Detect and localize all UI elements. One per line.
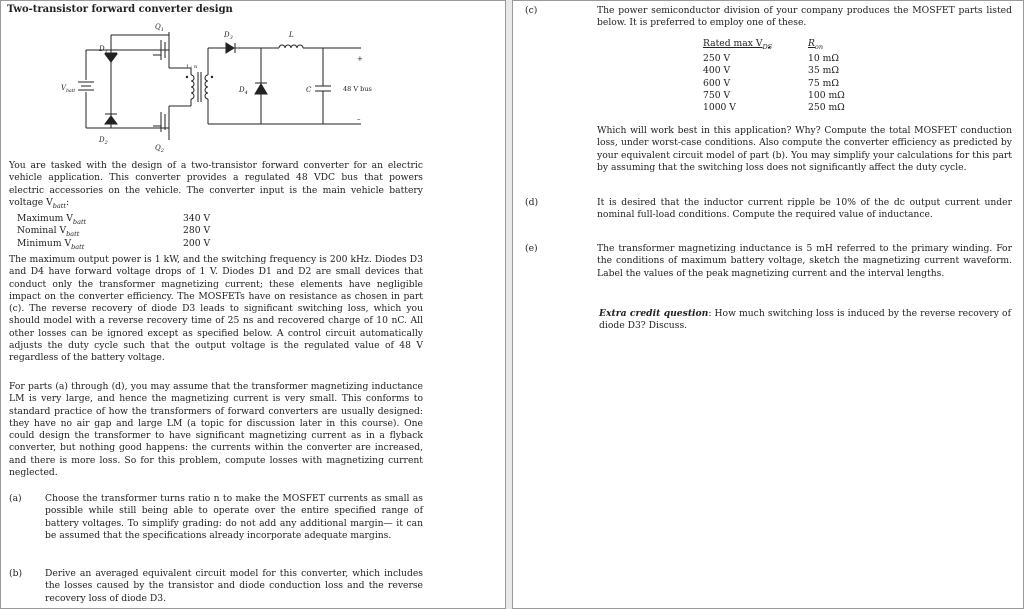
label-d3: $D_3$ [224,31,233,41]
table-row: 1000 V 250 mΩ [703,102,845,114]
part-d-label: (d) [525,197,539,208]
document-title: Two-transistor forward converter design [7,4,233,15]
label-d4: $D_4$ [239,86,248,96]
label-bus: 48 V bus [343,85,372,93]
table-row: Maximum $V_{batt}$ 340 V [17,213,211,226]
part-a-text: Choose the transformer turns ratio n to make the MOSFET currents as small as possible while still being able to operate over the entire specified range of battery voltages. To simplify grading: do not add any additional margin— it can be assumed that the specifications already incorporate adequate margins. [45,493,423,541]
part-d-text: It is desired that the inductor current ripple be 10% of the dc output current under nominal full-load conditions. Compute the required value of inductance. [597,197,1012,221]
part-d [525,197,1012,222]
label-capacitor: C [306,86,312,94]
part-a-label: (a) [9,493,22,504]
label-plus: + [357,55,363,63]
part-e-label: (e) [525,243,538,254]
label-q2: $Q_2$ [155,144,164,154]
label-vbatt: $V_{batt}$ [61,84,76,94]
intro-paragraph: You are tasked with the design of a two-transistor forward converter for an electric vehicle application. This converter provides a regulated 48 VDC bus that powers electric accessories on the vehicle. The converter input is the main vehicle battery voltage $V_{batt}$: [9,160,423,210]
table-row: 750 V 100 mΩ [703,90,845,102]
part-b-label: (b) [9,568,23,579]
extra-credit-question [599,308,1011,333]
table-row: 250 V 10 mΩ [703,53,839,65]
forward-converter-schematic [61,20,391,155]
label-q1: $Q_1$ [155,23,164,33]
part-b-text: Derive an averaged equivalent circuit model for this converter, which includes the losses caused by the transistor and diode conduction loss and the reverse recovery loss of diode D3. [45,568,423,604]
part-c [525,5,1012,30]
specifications-paragraph: The maximum output power is 1 kW, and the switching frequency is 200 kHz. Diodes D3 and D4 have forward voltage drops of 1 V. Diodes D1 and D2 are small devices that conduct only the transformer magnetizing current; these elements have negligible impact on the converter efficiency. The MOSFETs have on resistance as chosen in part (c). The reverse recovery of diode D3 leads to significant switching loss, which you should model with a reverse recovery time of 25 ns and recovered charge of 10 nC. All other losses can be ignored except as specified below. A control circuit automatically adjusts the duty cycle such that the output voltage is the regulated value of 48 V regardless of the battery voltage. [9,254,423,364]
label-d2: $D_2$ [99,136,108,146]
table-header: Rated $\max V_{DS}$ $R_{on}$ [703,38,824,51]
part-c-text: The power semiconductor division of your company produces the MOSFET parts listed below. It is preferred to employ one of these. [597,5,1012,29]
label-d1: $D_1$ [99,45,108,55]
left-page [0,0,506,609]
part-c-label: (c) [525,5,538,16]
extra-credit-text: : How much switching loss is induced by the reverse recovery of diode D3? Discuss. [599,308,1011,332]
table-row: Nominal $V_{batt}$ 280 V [17,225,211,239]
battery-voltage-table [17,213,210,250]
table-row: Minimum $V_{batt}$ 200 V [17,237,211,251]
label-inductor: L [289,31,294,39]
mosfet-table [703,38,868,115]
right-page [512,0,1024,609]
table-row: 600 V 75 mΩ [703,77,839,89]
label-minus: – [357,115,361,123]
part-e-text: The transformer magnetizing inductance is 5 mH referred to the primary winding. For the conditions of maximum battery voltage, sketch the magnetizing current waveform. Label the values of the peak magnetizing current and the interval lengths. [597,243,1012,279]
label-turns-ratio: 1 : n [186,64,198,70]
part-e [525,243,1012,280]
table-row: 400 V 35 mΩ [703,65,839,77]
extra-credit-label: Extra credit question [599,308,709,319]
assumptions-paragraph: For parts (a) through (d), you may assume that the transformer magnetizing inductance LM is very large, and hence the magnetizing current is very small. This conforms to standard practice of how the transformers of forward converters are usually designed: they have no air gap and large LM (a topic for discussion later in this course). One could design the transformer to have significant magnetizing current as in a flyback converter, but nothing good happens: the currents within the converter are increased, and there is more loss. So for this problem, compute losses with magnetizing current neglected. [9,381,423,479]
part-c-question: Which will work best in this application? Why? Compute the total MOSFET conduction loss, under worst-case conditions. Also compute the converter efficiency as predicted by your equivalent circuit model of part (b). You may simplify your calculations for this part by assuming that the switching loss does not significantly affect the duty cycle. [597,125,1012,173]
